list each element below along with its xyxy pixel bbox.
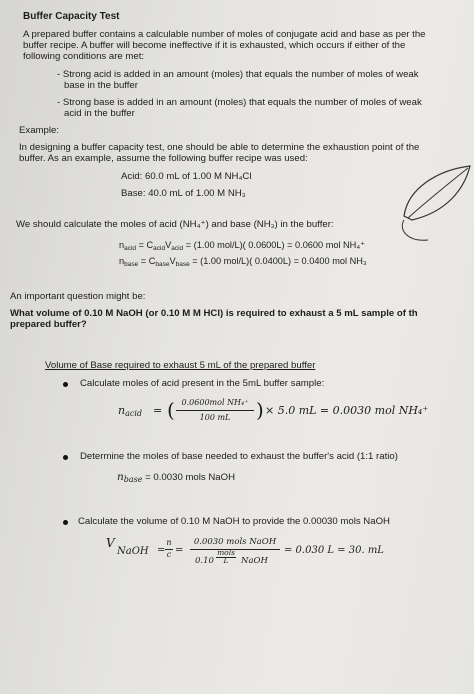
example-line-1: In designing a buffer capacity test, one should be able to determine the exhaustion point of the — [19, 142, 420, 153]
step3-lhs-sub: NaOH — [117, 546, 149, 557]
recipe-base: Base: 40.0 mL of 1.00 M NH₃ — [121, 188, 246, 199]
step3-n: n — [166, 538, 172, 547]
step1-fraction-bar — [176, 410, 254, 411]
step2-text: Determine the moles of base needed to exhaust the buffer's acid (1:1 ratio) — [80, 451, 398, 462]
intro-line-1: A prepared buffer contains a calculable number of moles of conjugate acid and base as per the — [23, 29, 426, 40]
bullet-2 — [63, 455, 68, 460]
step3-lhs-v: V — [106, 536, 115, 550]
step1-rhs: × 5.0 mL = 0.0030 mol NH₄⁺ — [265, 404, 429, 417]
condition-2-line-2: acid in the buffer — [64, 108, 135, 119]
moles-intro: We should calculate the moles of acid (NH₄⁺) and base (NH₃) in the buffer: — [16, 219, 334, 230]
step3-text: Calculate the volume of 0.10 M NaOH to provide the 0.00030 mols NaOH — [78, 516, 390, 527]
step3-den-naoh: NaOH — [241, 556, 268, 566]
question-line-1: What volume of 0.10 M NaOH (or 0.10 M M HCl) is required to exhaust a 5 mL sample of th — [10, 308, 418, 319]
step1-open-paren: ( — [167, 398, 175, 422]
step1-equals: = — [153, 404, 163, 417]
recipe-acid: Acid: 60.0 mL of 1.00 M NH₄Cl — [121, 171, 252, 182]
step3-den-l: L — [223, 556, 229, 565]
step3-eq1: = — [157, 545, 166, 556]
step1-close-paren: ) — [256, 398, 264, 422]
step3-eq2: = — [175, 545, 184, 556]
condition-1-line-2: base in the buffer — [64, 80, 138, 91]
step2-equation: $n_{base} = 0.0030$ mols NaOH — [117, 471, 236, 484]
section-title: Volume of Base required to exhaust 5 mL of the prepared buffer — [45, 360, 316, 371]
intro-line-3: following conditions are met: — [23, 51, 145, 62]
condition-1-line-1: - Strong acid is added in an amount (moles) that equals the number of moles of weak — [57, 69, 419, 80]
question-label: An important question might be: — [10, 291, 146, 302]
bullet-3 — [63, 520, 68, 525]
example-line-2: buffer. As an example, assume the following buffer recipe was used: — [19, 153, 308, 164]
example-label: Example: — [19, 125, 59, 136]
bullet-1 — [63, 382, 68, 387]
leaf-doodle — [398, 160, 474, 244]
step1-text: Calculate moles of acid present in the 5mL buffer sample: — [80, 378, 325, 389]
moles-acid-equation: $n_{acid} = C_{acid}V_{acid} = (1.00$ mol/L)( 0.0600L) = 0.0600 mol NH₄⁺ — [119, 240, 365, 252]
step3-denominator: 0.10 — [195, 556, 214, 566]
step1-numerator: 0.0600mol NH₄⁺ — [181, 398, 249, 407]
condition-2-line-1: - Strong base is added in an amount (moles) that equals the number of moles of weak — [57, 97, 422, 108]
question-line-2: prepared buffer? — [10, 319, 87, 330]
step3-c: c — [166, 550, 172, 559]
step1-lhs: $n_{acid}$ — [118, 404, 143, 418]
moles-base-equation: $n_{base} = C_{base}V_{base} = (1.00$ mol/L)( 0.0400L) = 0.0400 mol NH₃ — [119, 256, 367, 268]
step3-numerator: 0.0030 mols NaOH — [193, 537, 277, 547]
document-title: Buffer Capacity Test — [23, 11, 120, 22]
intro-line-2: buffer recipe. A buffer will become ineffective if it is exhausted, which occurs if either of the — [23, 40, 406, 51]
step3-den-mols: mols — [217, 548, 235, 557]
step3-rhs: = 0.030 L = 30. mL — [284, 545, 384, 556]
step1-denominator: 100 mL — [199, 413, 231, 422]
